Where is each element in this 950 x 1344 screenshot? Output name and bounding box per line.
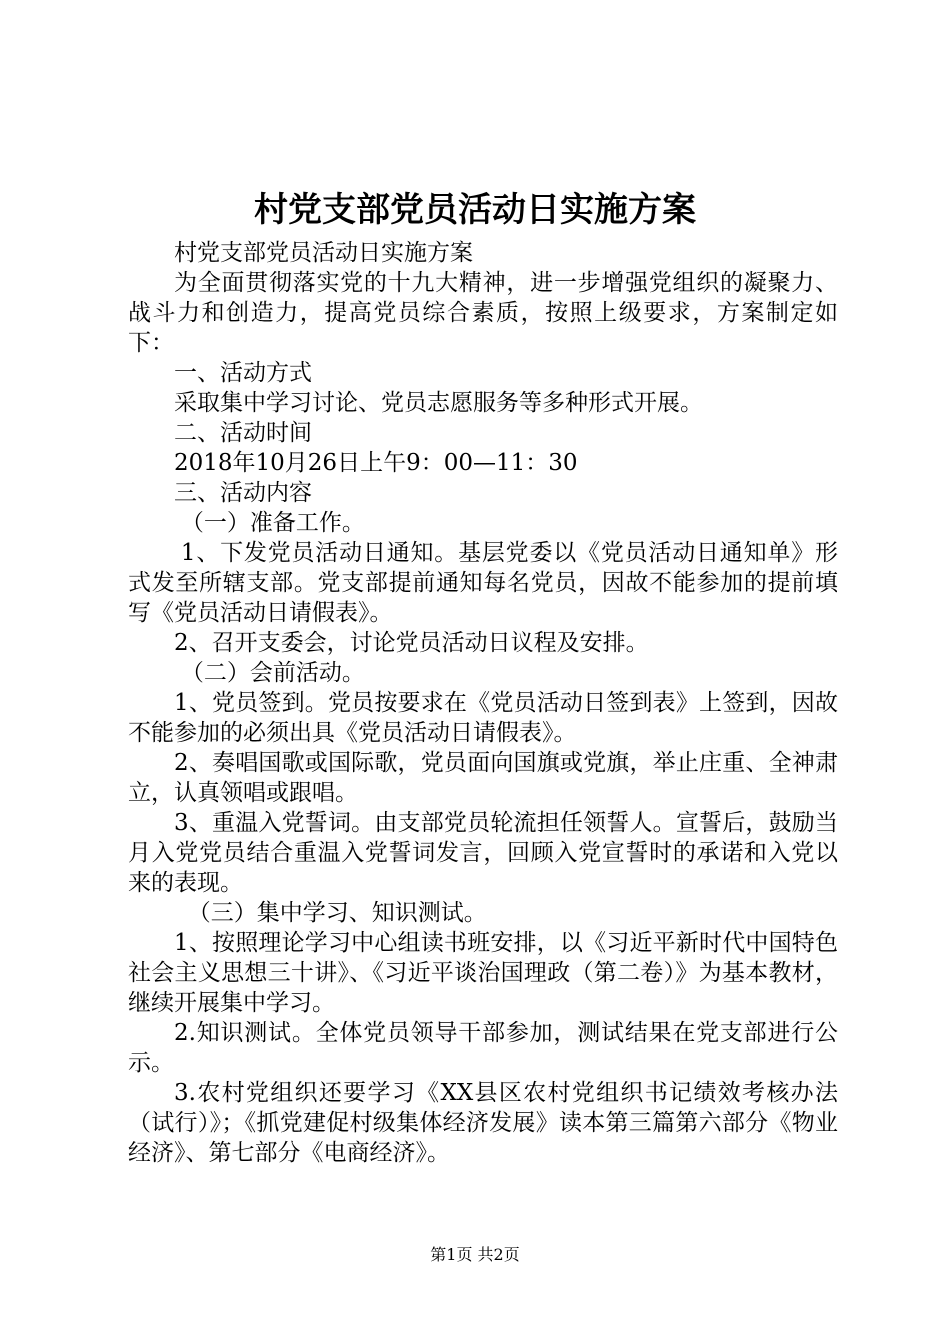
paragraph: 1、按照理论学习中心组读书班安排，以《习近平新时代中国特色社会主义思想三十讲》、《习近平谈治国理政（第二卷）》为基本教材，继续开展集中学习。: [128, 930, 838, 1016]
page-number: 第1页 共2页: [430, 1245, 520, 1264]
paragraph: 2.知识测试。全体党员领导干部参加，测试结果在党支部进行公示。: [128, 1020, 838, 1076]
paragraph: 为全面贯彻落实党的十九大精神，进一步增强党组织的凝聚力、战斗力和创造力，提高党员综合素质，按照上级要求，方案制定如下：: [128, 270, 838, 356]
section-heading: 一、活动方式: [174, 360, 312, 386]
paragraph: 3.农村党组织还要学习《XX县区农村党组织书记绩效考核办法（试行）》；《抓党建促村级集体经济发展》读本第三篇第六部分《物业经济》、第七部分《电商经济》。: [128, 1080, 838, 1166]
section-heading: 三、活动内容: [174, 480, 312, 506]
subsection-heading: （三）集中学习、知识测试。: [187, 900, 487, 926]
paragraph: 3、重温入党誓词。由支部党员轮流担任领誓人。宣誓后，鼓励当月入党党员结合重温入党誓词发言，回顾入党宣誓时的承诺和入党以来的表现。: [128, 810, 838, 896]
paragraph: 2、召开支委会，讨论党员活动日议程及安排。: [174, 630, 649, 656]
paragraph: 1、党员签到。党员按要求在《党员活动日签到表》上签到，因故不能参加的必须出具《党员活动日请假表》。: [128, 690, 838, 746]
paragraph: 1、下发党员活动日通知。基层党委以《党员活动日通知单》形式发至所辖支部。党支部提前通知每名党员，因故不能参加的提前填写《党员活动日请假表》。: [128, 540, 838, 626]
paragraph: 采取集中学习讨论、党员志愿服务等多种形式开展。: [174, 390, 703, 416]
document-body: [128, 238, 838, 1168]
paragraph: 2018年10月26日上午9：00—11：30: [174, 450, 578, 476]
subsection-heading: （二）会前活动。: [180, 660, 365, 686]
document-title: 村党支部党员活动日实施方案: [254, 190, 696, 230]
paragraph: 村党支部党员活动日实施方案: [174, 240, 473, 266]
subsection-heading: （一）准备工作。: [180, 510, 365, 536]
paragraph: 2、奏唱国歌或国际歌，党员面向国旗或党旗，举止庄重、全神肃立，认真领唱或跟唱。: [128, 750, 838, 806]
section-heading: 二、活动时间: [174, 420, 312, 446]
